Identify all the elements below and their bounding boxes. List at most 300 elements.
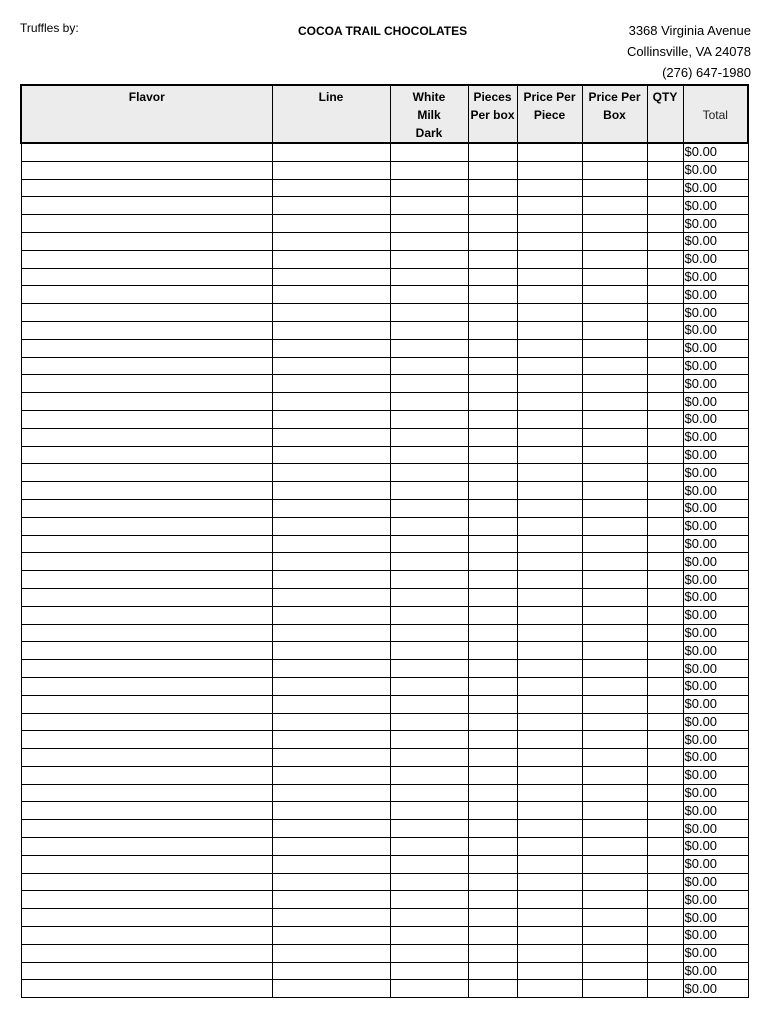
cell-pieces[interactable] <box>468 161 517 179</box>
cell-qty[interactable] <box>647 909 683 927</box>
cell-pieces[interactable] <box>468 410 517 428</box>
cell-pieces[interactable] <box>468 482 517 500</box>
cell-pieces[interactable] <box>468 250 517 268</box>
cell-price-per-box[interactable] <box>582 571 647 589</box>
cell-qty[interactable] <box>647 731 683 749</box>
cell-flavor[interactable] <box>21 339 272 357</box>
cell-line[interactable] <box>272 980 390 998</box>
cell-qty[interactable] <box>647 517 683 535</box>
cell-flavor[interactable] <box>21 286 272 304</box>
cell-price-per-box[interactable] <box>582 161 647 179</box>
cell-price-per-box[interactable] <box>582 232 647 250</box>
cell-price-per-piece[interactable] <box>517 535 582 553</box>
cell-price-per-box[interactable] <box>582 713 647 731</box>
cell-qty[interactable] <box>647 784 683 802</box>
cell-qty[interactable] <box>647 766 683 784</box>
cell-pieces[interactable] <box>468 553 517 571</box>
cell-qty[interactable] <box>647 232 683 250</box>
cell-price-per-box[interactable] <box>582 499 647 517</box>
cell-qty[interactable] <box>647 713 683 731</box>
cell-qty[interactable] <box>647 962 683 980</box>
cell-price-per-piece[interactable] <box>517 749 582 767</box>
cell-flavor[interactable] <box>21 820 272 838</box>
cell-type[interactable] <box>390 179 468 197</box>
cell-qty[interactable] <box>647 143 683 161</box>
cell-qty[interactable] <box>647 375 683 393</box>
cell-line[interactable] <box>272 624 390 642</box>
cell-line[interactable] <box>272 660 390 678</box>
cell-price-per-box[interactable] <box>582 143 647 161</box>
cell-type[interactable] <box>390 873 468 891</box>
cell-flavor[interactable] <box>21 482 272 500</box>
cell-flavor[interactable] <box>21 909 272 927</box>
cell-qty[interactable] <box>647 499 683 517</box>
cell-line[interactable] <box>272 909 390 927</box>
cell-flavor[interactable] <box>21 179 272 197</box>
cell-flavor[interactable] <box>21 553 272 571</box>
cell-line[interactable] <box>272 571 390 589</box>
cell-pieces[interactable] <box>468 695 517 713</box>
cell-line[interactable] <box>272 820 390 838</box>
cell-pieces[interactable] <box>468 660 517 678</box>
cell-qty[interactable] <box>647 980 683 998</box>
cell-price-per-box[interactable] <box>582 215 647 233</box>
cell-type[interactable] <box>390 927 468 945</box>
cell-line[interactable] <box>272 873 390 891</box>
cell-price-per-piece[interactable] <box>517 428 582 446</box>
cell-price-per-piece[interactable] <box>517 571 582 589</box>
cell-qty[interactable] <box>647 464 683 482</box>
cell-pieces[interactable] <box>468 731 517 749</box>
cell-pieces[interactable] <box>468 980 517 998</box>
cell-flavor[interactable] <box>21 962 272 980</box>
cell-pieces[interactable] <box>468 286 517 304</box>
cell-type[interactable] <box>390 143 468 161</box>
cell-type[interactable] <box>390 713 468 731</box>
cell-flavor[interactable] <box>21 410 272 428</box>
cell-flavor[interactable] <box>21 731 272 749</box>
cell-price-per-piece[interactable] <box>517 553 582 571</box>
cell-flavor[interactable] <box>21 784 272 802</box>
cell-flavor[interactable] <box>21 393 272 411</box>
cell-price-per-piece[interactable] <box>517 891 582 909</box>
cell-flavor[interactable] <box>21 571 272 589</box>
cell-price-per-piece[interactable] <box>517 446 582 464</box>
cell-line[interactable] <box>272 802 390 820</box>
cell-flavor[interactable] <box>21 161 272 179</box>
cell-line[interactable] <box>272 749 390 767</box>
cell-line[interactable] <box>272 695 390 713</box>
cell-line[interactable] <box>272 464 390 482</box>
cell-type[interactable] <box>390 891 468 909</box>
cell-line[interactable] <box>272 428 390 446</box>
cell-type[interactable] <box>390 731 468 749</box>
cell-type[interactable] <box>390 802 468 820</box>
cell-type[interactable] <box>390 855 468 873</box>
cell-pieces[interactable] <box>468 393 517 411</box>
cell-flavor[interactable] <box>21 321 272 339</box>
cell-qty[interactable] <box>647 944 683 962</box>
cell-type[interactable] <box>390 339 468 357</box>
cell-qty[interactable] <box>647 482 683 500</box>
cell-flavor[interactable] <box>21 873 272 891</box>
cell-pieces[interactable] <box>468 927 517 945</box>
cell-flavor[interactable] <box>21 499 272 517</box>
cell-price-per-box[interactable] <box>582 944 647 962</box>
cell-line[interactable] <box>272 588 390 606</box>
cell-type[interactable] <box>390 393 468 411</box>
cell-price-per-piece[interactable] <box>517 980 582 998</box>
cell-type[interactable] <box>390 482 468 500</box>
cell-flavor[interactable] <box>21 713 272 731</box>
cell-qty[interactable] <box>647 571 683 589</box>
cell-type[interactable] <box>390 517 468 535</box>
cell-type[interactable] <box>390 624 468 642</box>
cell-line[interactable] <box>272 339 390 357</box>
cell-flavor[interactable] <box>21 446 272 464</box>
cell-price-per-piece[interactable] <box>517 677 582 695</box>
cell-type[interactable] <box>390 286 468 304</box>
cell-pieces[interactable] <box>468 962 517 980</box>
cell-flavor[interactable] <box>21 197 272 215</box>
cell-qty[interactable] <box>647 838 683 856</box>
cell-price-per-box[interactable] <box>582 446 647 464</box>
cell-type[interactable] <box>390 606 468 624</box>
cell-type[interactable] <box>390 962 468 980</box>
cell-line[interactable] <box>272 553 390 571</box>
cell-qty[interactable] <box>647 428 683 446</box>
cell-qty[interactable] <box>647 304 683 322</box>
cell-type[interactable] <box>390 304 468 322</box>
cell-flavor[interactable] <box>21 268 272 286</box>
cell-price-per-piece[interactable] <box>517 642 582 660</box>
cell-price-per-box[interactable] <box>582 873 647 891</box>
cell-price-per-piece[interactable] <box>517 410 582 428</box>
cell-flavor[interactable] <box>21 606 272 624</box>
cell-price-per-piece[interactable] <box>517 339 582 357</box>
cell-price-per-box[interactable] <box>582 731 647 749</box>
cell-type[interactable] <box>390 571 468 589</box>
cell-type[interactable] <box>390 375 468 393</box>
cell-line[interactable] <box>272 143 390 161</box>
cell-price-per-box[interactable] <box>582 855 647 873</box>
cell-qty[interactable] <box>647 393 683 411</box>
cell-price-per-box[interactable] <box>582 927 647 945</box>
cell-line[interactable] <box>272 393 390 411</box>
cell-price-per-box[interactable] <box>582 535 647 553</box>
cell-type[interactable] <box>390 766 468 784</box>
cell-price-per-piece[interactable] <box>517 944 582 962</box>
cell-pieces[interactable] <box>468 944 517 962</box>
cell-qty[interactable] <box>647 357 683 375</box>
cell-price-per-box[interactable] <box>582 357 647 375</box>
cell-price-per-box[interactable] <box>582 482 647 500</box>
cell-price-per-piece[interactable] <box>517 499 582 517</box>
cell-type[interactable] <box>390 784 468 802</box>
cell-price-per-piece[interactable] <box>517 695 582 713</box>
cell-pieces[interactable] <box>468 197 517 215</box>
cell-qty[interactable] <box>647 197 683 215</box>
cell-line[interactable] <box>272 268 390 286</box>
cell-price-per-piece[interactable] <box>517 482 582 500</box>
cell-price-per-box[interactable] <box>582 606 647 624</box>
cell-qty[interactable] <box>647 927 683 945</box>
cell-qty[interactable] <box>647 660 683 678</box>
cell-price-per-box[interactable] <box>582 268 647 286</box>
cell-price-per-piece[interactable] <box>517 606 582 624</box>
cell-pieces[interactable] <box>468 464 517 482</box>
cell-pieces[interactable] <box>468 357 517 375</box>
cell-price-per-piece[interactable] <box>517 784 582 802</box>
cell-type[interactable] <box>390 197 468 215</box>
cell-pieces[interactable] <box>468 428 517 446</box>
cell-flavor[interactable] <box>21 838 272 856</box>
cell-qty[interactable] <box>647 535 683 553</box>
cell-pieces[interactable] <box>468 677 517 695</box>
cell-line[interactable] <box>272 197 390 215</box>
cell-flavor[interactable] <box>21 250 272 268</box>
cell-type[interactable] <box>390 410 468 428</box>
cell-flavor[interactable] <box>21 428 272 446</box>
cell-price-per-box[interactable] <box>582 410 647 428</box>
cell-price-per-piece[interactable] <box>517 838 582 856</box>
cell-price-per-box[interactable] <box>582 321 647 339</box>
cell-price-per-box[interactable] <box>582 838 647 856</box>
cell-price-per-piece[interactable] <box>517 304 582 322</box>
cell-line[interactable] <box>272 713 390 731</box>
cell-price-per-piece[interactable] <box>517 873 582 891</box>
cell-price-per-piece[interactable] <box>517 588 582 606</box>
cell-price-per-box[interactable] <box>582 677 647 695</box>
cell-qty[interactable] <box>647 802 683 820</box>
cell-flavor[interactable] <box>21 143 272 161</box>
cell-flavor[interactable] <box>21 944 272 962</box>
cell-pieces[interactable] <box>468 268 517 286</box>
cell-price-per-box[interactable] <box>582 339 647 357</box>
cell-price-per-box[interactable] <box>582 980 647 998</box>
cell-price-per-piece[interactable] <box>517 161 582 179</box>
cell-type[interactable] <box>390 446 468 464</box>
cell-price-per-box[interactable] <box>582 393 647 411</box>
cell-pieces[interactable] <box>468 802 517 820</box>
cell-type[interactable] <box>390 535 468 553</box>
cell-price-per-box[interactable] <box>582 766 647 784</box>
cell-price-per-box[interactable] <box>582 179 647 197</box>
cell-line[interactable] <box>272 410 390 428</box>
cell-pieces[interactable] <box>468 499 517 517</box>
cell-qty[interactable] <box>647 695 683 713</box>
cell-pieces[interactable] <box>468 535 517 553</box>
cell-type[interactable] <box>390 250 468 268</box>
cell-flavor[interactable] <box>21 642 272 660</box>
cell-qty[interactable] <box>647 642 683 660</box>
cell-line[interactable] <box>272 517 390 535</box>
cell-pieces[interactable] <box>468 143 517 161</box>
cell-price-per-piece[interactable] <box>517 286 582 304</box>
cell-price-per-piece[interactable] <box>517 766 582 784</box>
cell-type[interactable] <box>390 215 468 233</box>
cell-qty[interactable] <box>647 215 683 233</box>
cell-qty[interactable] <box>647 606 683 624</box>
cell-type[interactable] <box>390 428 468 446</box>
cell-line[interactable] <box>272 642 390 660</box>
cell-flavor[interactable] <box>21 749 272 767</box>
cell-price-per-box[interactable] <box>582 891 647 909</box>
cell-price-per-piece[interactable] <box>517 393 582 411</box>
cell-qty[interactable] <box>647 179 683 197</box>
cell-price-per-box[interactable] <box>582 962 647 980</box>
cell-line[interactable] <box>272 357 390 375</box>
cell-line[interactable] <box>272 962 390 980</box>
cell-price-per-piece[interactable] <box>517 962 582 980</box>
cell-qty[interactable] <box>647 339 683 357</box>
cell-qty[interactable] <box>647 553 683 571</box>
cell-pieces[interactable] <box>468 855 517 873</box>
cell-price-per-piece[interactable] <box>517 802 582 820</box>
cell-type[interactable] <box>390 161 468 179</box>
cell-price-per-piece[interactable] <box>517 909 582 927</box>
cell-price-per-box[interactable] <box>582 802 647 820</box>
cell-pieces[interactable] <box>468 446 517 464</box>
cell-price-per-box[interactable] <box>582 909 647 927</box>
cell-price-per-piece[interactable] <box>517 624 582 642</box>
cell-price-per-box[interactable] <box>582 428 647 446</box>
cell-price-per-piece[interactable] <box>517 250 582 268</box>
cell-type[interactable] <box>390 232 468 250</box>
cell-price-per-piece[interactable] <box>517 268 582 286</box>
cell-type[interactable] <box>390 909 468 927</box>
cell-price-per-box[interactable] <box>582 553 647 571</box>
cell-qty[interactable] <box>647 250 683 268</box>
cell-pieces[interactable] <box>468 339 517 357</box>
cell-line[interactable] <box>272 606 390 624</box>
cell-pieces[interactable] <box>468 588 517 606</box>
cell-qty[interactable] <box>647 873 683 891</box>
cell-type[interactable] <box>390 268 468 286</box>
cell-line[interactable] <box>272 855 390 873</box>
cell-pieces[interactable] <box>468 713 517 731</box>
cell-pieces[interactable] <box>468 517 517 535</box>
cell-line[interactable] <box>272 838 390 856</box>
cell-qty[interactable] <box>647 588 683 606</box>
cell-pieces[interactable] <box>468 624 517 642</box>
cell-line[interactable] <box>272 499 390 517</box>
cell-pieces[interactable] <box>468 766 517 784</box>
cell-line[interactable] <box>272 286 390 304</box>
cell-type[interactable] <box>390 357 468 375</box>
cell-pieces[interactable] <box>468 873 517 891</box>
cell-price-per-piece[interactable] <box>517 232 582 250</box>
cell-price-per-piece[interactable] <box>517 855 582 873</box>
cell-qty[interactable] <box>647 891 683 909</box>
cell-price-per-piece[interactable] <box>517 660 582 678</box>
cell-flavor[interactable] <box>21 677 272 695</box>
cell-price-per-piece[interactable] <box>517 197 582 215</box>
cell-line[interactable] <box>272 944 390 962</box>
cell-price-per-box[interactable] <box>582 695 647 713</box>
cell-type[interactable] <box>390 499 468 517</box>
cell-price-per-piece[interactable] <box>517 820 582 838</box>
cell-price-per-box[interactable] <box>582 304 647 322</box>
cell-line[interactable] <box>272 482 390 500</box>
cell-flavor[interactable] <box>21 802 272 820</box>
cell-pieces[interactable] <box>468 749 517 767</box>
cell-flavor[interactable] <box>21 517 272 535</box>
cell-qty[interactable] <box>647 410 683 428</box>
cell-line[interactable] <box>272 179 390 197</box>
cell-price-per-box[interactable] <box>582 286 647 304</box>
cell-price-per-box[interactable] <box>582 464 647 482</box>
cell-type[interactable] <box>390 695 468 713</box>
cell-pieces[interactable] <box>468 784 517 802</box>
cell-line[interactable] <box>272 677 390 695</box>
cell-flavor[interactable] <box>21 464 272 482</box>
cell-price-per-box[interactable] <box>582 660 647 678</box>
cell-pieces[interactable] <box>468 179 517 197</box>
cell-line[interactable] <box>272 375 390 393</box>
cell-pieces[interactable] <box>468 642 517 660</box>
cell-flavor[interactable] <box>21 588 272 606</box>
cell-price-per-piece[interactable] <box>517 713 582 731</box>
cell-flavor[interactable] <box>21 855 272 873</box>
cell-line[interactable] <box>272 215 390 233</box>
cell-line[interactable] <box>272 535 390 553</box>
cell-qty[interactable] <box>647 446 683 464</box>
cell-price-per-piece[interactable] <box>517 179 582 197</box>
cell-pieces[interactable] <box>468 820 517 838</box>
cell-type[interactable] <box>390 464 468 482</box>
cell-qty[interactable] <box>647 286 683 304</box>
cell-line[interactable] <box>272 161 390 179</box>
cell-line[interactable] <box>272 891 390 909</box>
cell-qty[interactable] <box>647 855 683 873</box>
cell-price-per-box[interactable] <box>582 375 647 393</box>
cell-price-per-box[interactable] <box>582 820 647 838</box>
cell-price-per-box[interactable] <box>582 197 647 215</box>
cell-type[interactable] <box>390 944 468 962</box>
cell-flavor[interactable] <box>21 624 272 642</box>
cell-line[interactable] <box>272 232 390 250</box>
cell-flavor[interactable] <box>21 660 272 678</box>
cell-flavor[interactable] <box>21 304 272 322</box>
cell-pieces[interactable] <box>468 909 517 927</box>
cell-flavor[interactable] <box>21 375 272 393</box>
cell-type[interactable] <box>390 980 468 998</box>
cell-type[interactable] <box>390 749 468 767</box>
cell-pieces[interactable] <box>468 375 517 393</box>
cell-type[interactable] <box>390 838 468 856</box>
cell-pieces[interactable] <box>468 304 517 322</box>
cell-flavor[interactable] <box>21 766 272 784</box>
cell-flavor[interactable] <box>21 535 272 553</box>
cell-type[interactable] <box>390 321 468 339</box>
cell-flavor[interactable] <box>21 927 272 945</box>
cell-pieces[interactable] <box>468 571 517 589</box>
cell-flavor[interactable] <box>21 695 272 713</box>
cell-type[interactable] <box>390 553 468 571</box>
cell-type[interactable] <box>390 660 468 678</box>
cell-pieces[interactable] <box>468 232 517 250</box>
cell-pieces[interactable] <box>468 838 517 856</box>
cell-pieces[interactable] <box>468 321 517 339</box>
cell-qty[interactable] <box>647 268 683 286</box>
cell-qty[interactable] <box>647 677 683 695</box>
cell-price-per-piece[interactable] <box>517 927 582 945</box>
cell-line[interactable] <box>272 766 390 784</box>
cell-price-per-box[interactable] <box>582 642 647 660</box>
cell-line[interactable] <box>272 927 390 945</box>
cell-price-per-piece[interactable] <box>517 375 582 393</box>
